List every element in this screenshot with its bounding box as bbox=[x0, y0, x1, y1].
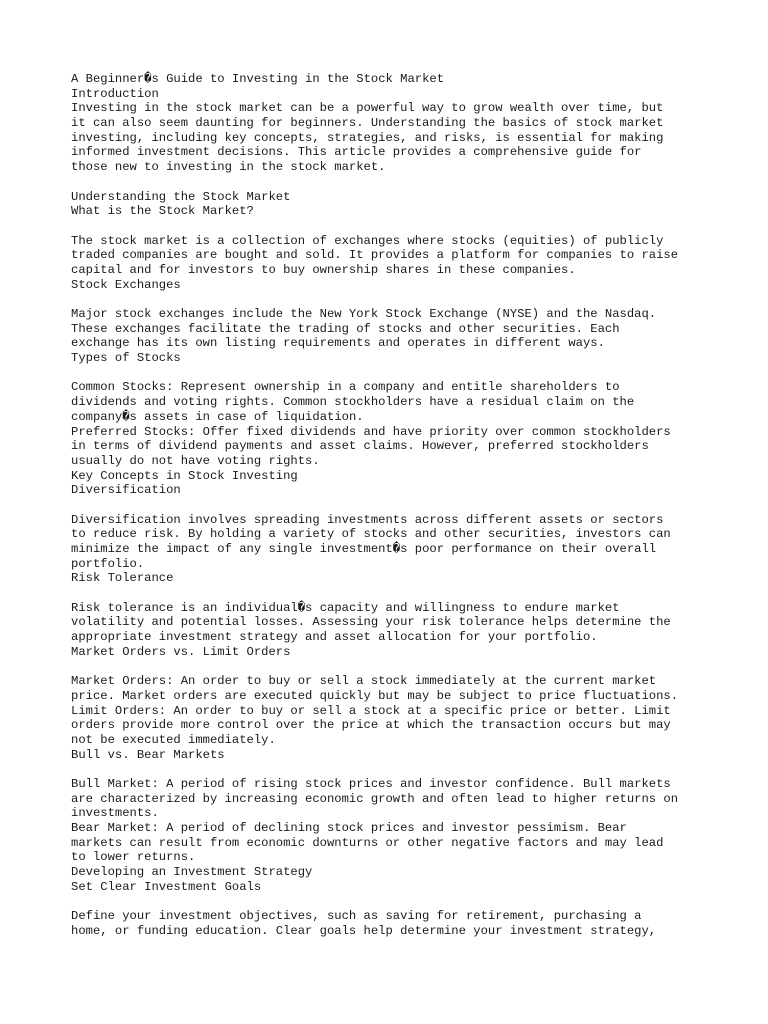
text-line: company�s assets in case of liquidation. bbox=[71, 409, 364, 424]
text-line: capital and for investors to buy ownership shares in these companies. bbox=[71, 262, 576, 277]
text-line: These exchanges facilitate the trading of stocks and other securities. Each bbox=[71, 321, 620, 336]
blank-line bbox=[71, 586, 711, 601]
text-line: Bear Market: A period of declining stock prices and investor pessimism. Bear bbox=[71, 821, 627, 836]
text-line: informed investment decisions. This article provides a comprehensive guide for bbox=[71, 145, 642, 160]
blank-line bbox=[71, 366, 711, 381]
text-line: Major stock exchanges include the New York Stock Exchange (NYSE) and the Nasdaq. bbox=[71, 307, 657, 321]
text-line: Stock Exchanges bbox=[71, 277, 181, 292]
text-line: it can also seem daunting for beginners. Understanding the basics of stock market bbox=[71, 116, 664, 131]
text-line: in terms of dividend payments and asset claims. However, preferred stockholders bbox=[71, 439, 649, 454]
text-line: minimize the impact of any single investment�s poor performance on their overall bbox=[71, 542, 657, 556]
text-line: Define your investment objectives, such as saving for retirement, purchasing a bbox=[71, 909, 642, 924]
text-line: investing, including key concepts, strategies, and risks, is essential for making bbox=[71, 130, 664, 145]
blank-line bbox=[71, 219, 711, 234]
text-line: orders provide more control over the price at which the transaction occurs but may bbox=[71, 718, 671, 733]
text-line: Risk Tolerance bbox=[71, 571, 174, 586]
document-page bbox=[71, 72, 711, 939]
text-line: What is the Stock Market? bbox=[71, 204, 254, 219]
text-line: Bull Market: A period of rising stock prices and investor confidence. Bull markets bbox=[71, 777, 671, 791]
text-line: Key Concepts in Stock Investing bbox=[71, 468, 298, 483]
text-line: Diversification involves spreading investments across different assets or sectors bbox=[71, 512, 664, 527]
text-line: Risk tolerance is an individual�s capacity and willingness to endure market bbox=[71, 600, 620, 615]
text-line: usually do not have voting rights. bbox=[71, 453, 320, 468]
blank-line bbox=[71, 895, 711, 910]
text-line: dividends and voting rights. Common stockholders have a residual claim on the bbox=[71, 395, 635, 410]
blank-line bbox=[71, 498, 711, 513]
text-line: markets can result from economic downturns or other negative factors and may lead bbox=[71, 835, 664, 850]
text-line: home, or funding education. Clear goals help determine your investment strategy, bbox=[71, 923, 657, 938]
text-line: Set Clear Investment Goals bbox=[71, 879, 262, 894]
text-line: Market Orders: An order to buy or sell a stock immediately at the current market bbox=[71, 674, 657, 689]
text-line: Preferred Stocks: Offer fixed dividends and have priority over common stockholders bbox=[71, 424, 671, 439]
text-line: Types of Stocks bbox=[71, 351, 181, 366]
text-line: Understanding the Stock Market bbox=[71, 189, 291, 204]
text-line: Diversification bbox=[71, 483, 181, 498]
text-line: traded companies are bought and sold. It provides a platform for companies to raise bbox=[71, 248, 679, 263]
blank-line bbox=[71, 660, 711, 675]
text-line: exchange has its own listing requirements and operates in different ways. bbox=[71, 336, 605, 351]
text-line: Market Orders vs. Limit Orders bbox=[71, 644, 291, 659]
text-line: Common Stocks: Represent ownership in a company and entitle shareholders to bbox=[71, 380, 620, 395]
text-line: to reduce risk. By holding a variety of stocks and other securities, investors can bbox=[71, 527, 671, 542]
text-line: are characterized by increasing economic growth and often lead to higher returns on bbox=[71, 791, 679, 806]
text-line: Introduction bbox=[71, 86, 159, 101]
text-line: Bull vs. Bear Markets bbox=[71, 747, 225, 762]
text-line: portfolio. bbox=[71, 556, 145, 571]
text-line: Developing an Investment Strategy bbox=[71, 865, 313, 880]
text-line: to lower returns. bbox=[71, 850, 196, 865]
blank-line bbox=[71, 292, 711, 307]
text-line: appropriate investment strategy and asset allocation for your portfolio. bbox=[71, 630, 598, 645]
text-line: not be executed immediately. bbox=[71, 732, 276, 747]
text-line: Investing in the stock market can be a powerful way to grow wealth over time, but bbox=[71, 101, 664, 116]
blank-line bbox=[71, 762, 711, 777]
text-line: price. Market orders are executed quickly but may be subject to price fluctuations. bbox=[71, 688, 679, 703]
text-line: A Beginner�s Guide to Investing in the Stock Market bbox=[71, 72, 445, 86]
text-line: investments. bbox=[71, 806, 159, 821]
text-line: The stock market is a collection of exchanges where stocks (equities) of publicly bbox=[71, 233, 664, 248]
text-line: those new to investing in the stock market. bbox=[71, 160, 386, 175]
text-line: volatility and potential losses. Assessing your risk tolerance helps determine the bbox=[71, 615, 671, 630]
text-line: Limit Orders: An order to buy or sell a stock at a specific price or better. Limit bbox=[71, 703, 671, 718]
blank-line bbox=[71, 175, 711, 190]
